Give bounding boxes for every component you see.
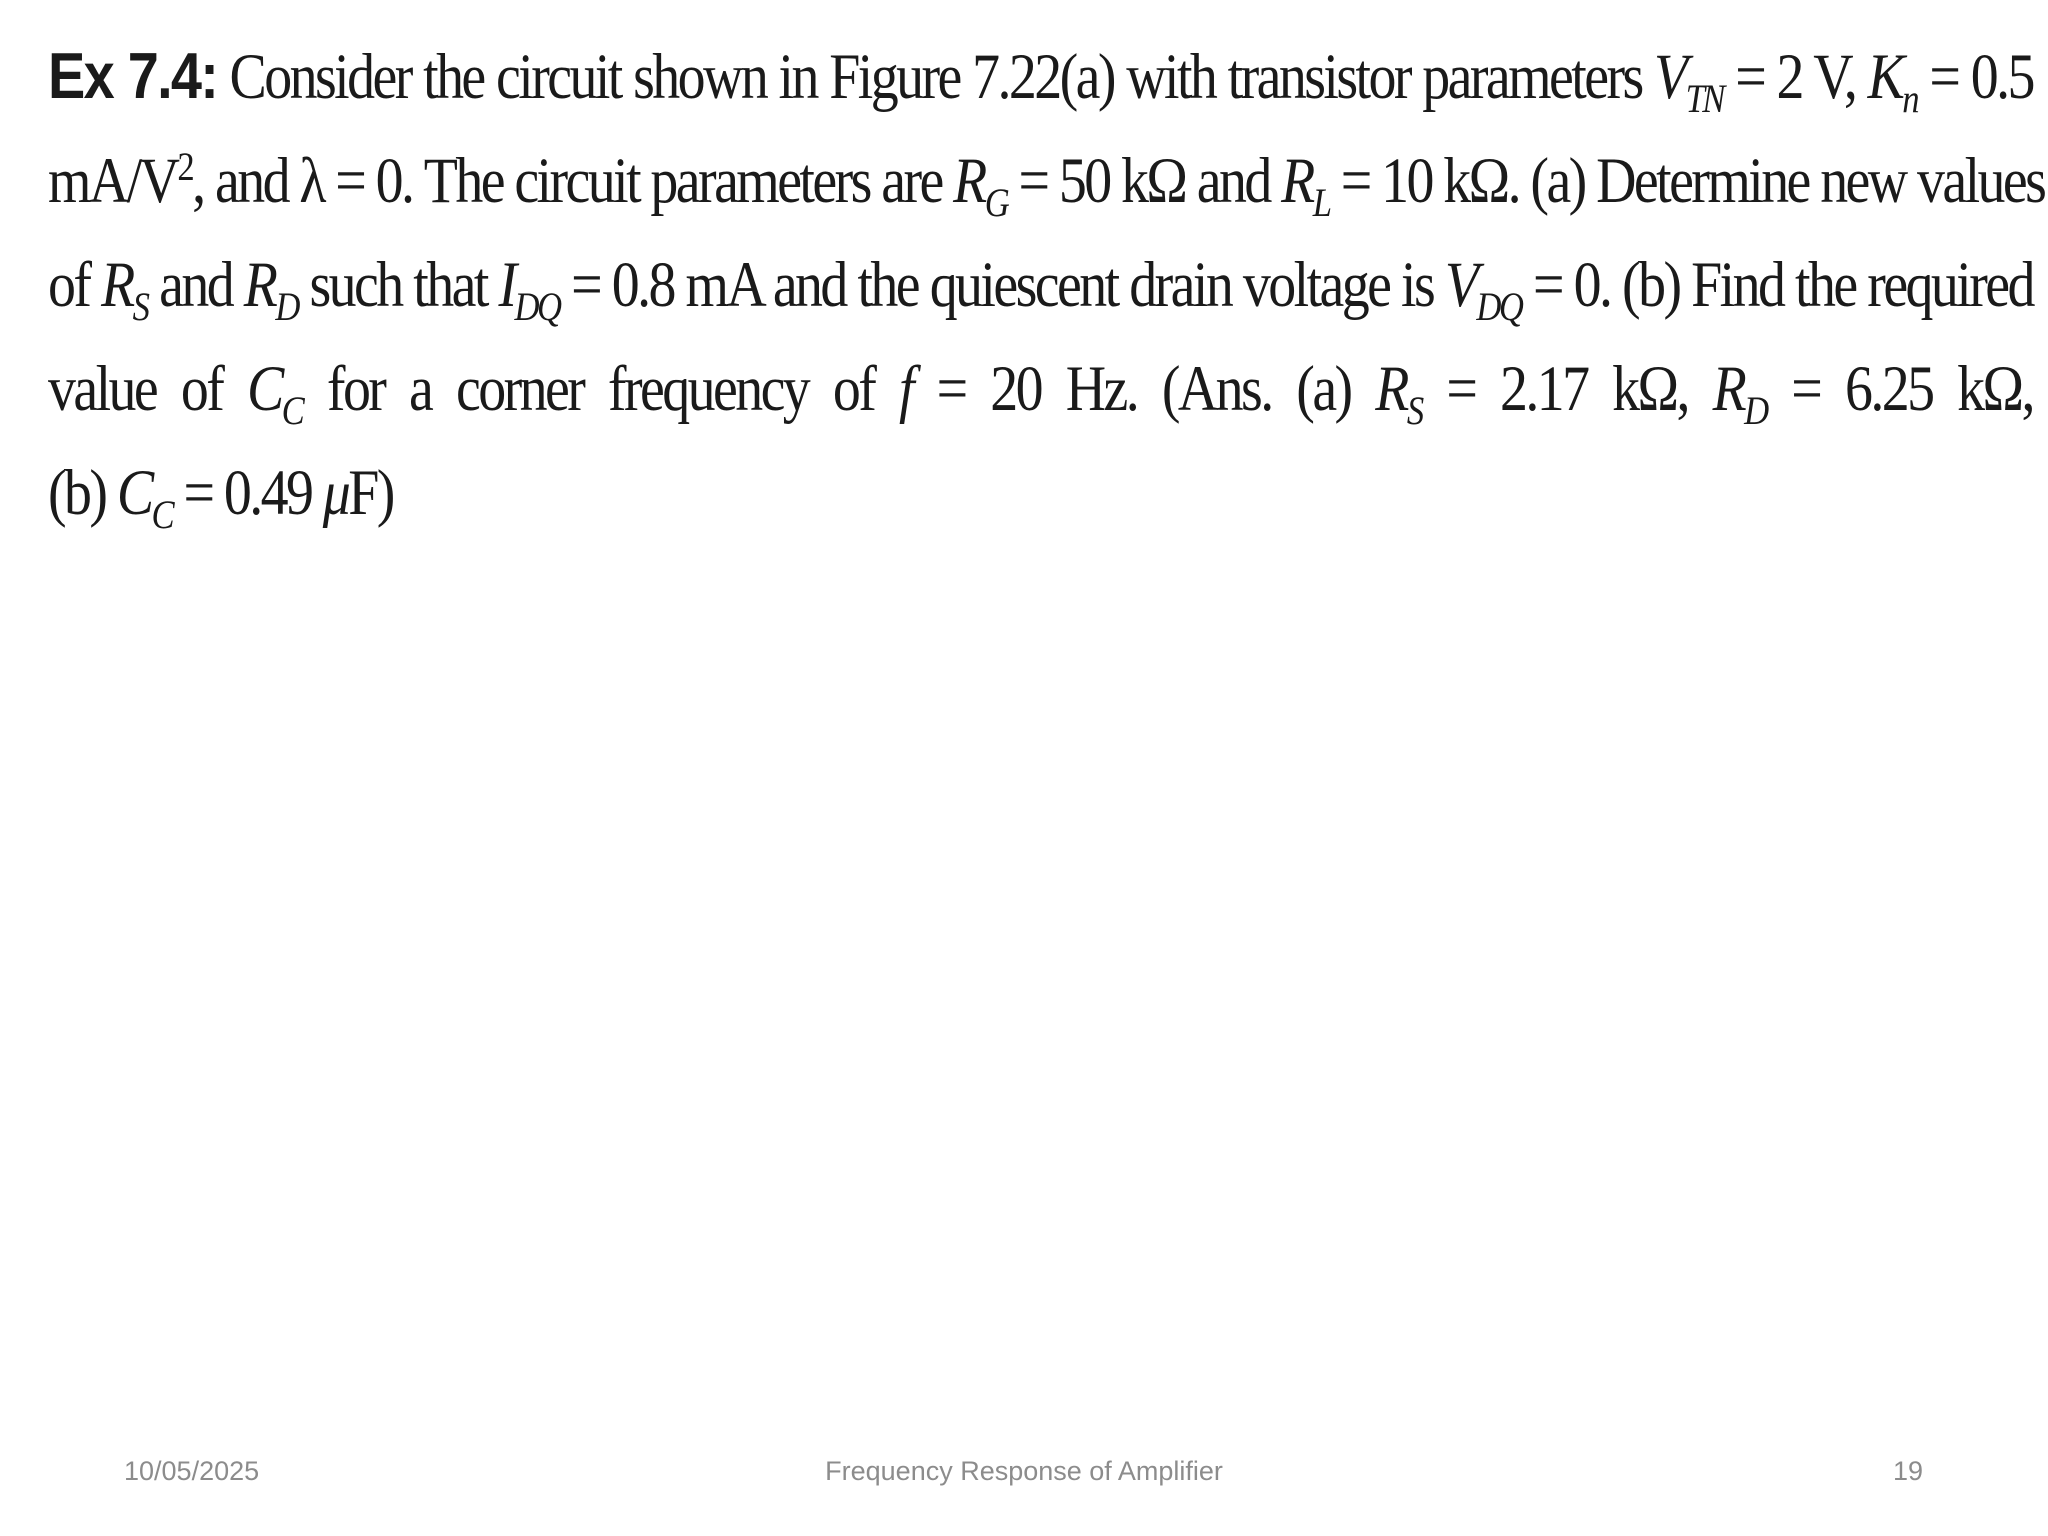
subscript-d: D — [1744, 388, 1767, 434]
slide-number: 19 — [1893, 1456, 1924, 1486]
text-segment: = 50 kΩ and — [1007, 145, 1282, 217]
symbol-k: K — [1867, 41, 1903, 113]
subscript-n: n — [1902, 76, 1918, 122]
text-segment: for a corner frequency of — [302, 353, 899, 425]
symbol-r: R — [1281, 145, 1313, 217]
symbol-r: R — [953, 145, 985, 217]
text-segment: and — [147, 249, 244, 321]
symbol-mu: μ — [322, 457, 349, 529]
text-segment: Consider the circuit shown in Figure 7.22(a) with transistor parameters — [229, 41, 1655, 113]
symbol-r: R — [1375, 353, 1407, 425]
text-segment: (b) — [48, 457, 117, 529]
symbol-r: R — [101, 249, 133, 321]
text-segment: = 0.8 mA and the quiescent drain voltage is — [559, 249, 1445, 321]
problem-line-3 — [48, 233, 2033, 337]
subscript-s: S — [1406, 388, 1422, 434]
problem-line-5 — [48, 441, 2033, 545]
text-segment: value of — [48, 353, 247, 425]
footer-title: Frequency Response of Amplifier — [825, 1456, 1223, 1486]
example-label: Ex 7.4: — [48, 39, 218, 112]
problem-line-2 — [48, 129, 2045, 233]
symbol-v: V — [1444, 249, 1477, 321]
text-segment: = 0.5 — [1917, 41, 2033, 113]
symbol-r: R — [243, 249, 276, 321]
subscript-dq: DQ — [514, 284, 560, 330]
symbol-i: I — [498, 249, 515, 321]
subscript-dq: DQ — [1476, 284, 1522, 330]
problem-line-4 — [48, 337, 2033, 441]
text-segment: = 10 kΩ. (a) Determine new values — [1329, 145, 2045, 217]
subscript-c: C — [281, 388, 303, 434]
subscript-c: C — [151, 492, 173, 538]
subscript-s: S — [132, 284, 148, 330]
text-segment: = 2.17 kΩ, — [1421, 353, 1713, 425]
symbol-r: R — [1712, 353, 1745, 425]
superscript-2: 2 — [177, 143, 193, 189]
problem-statement — [48, 24, 2045, 545]
text-segment: of — [48, 249, 102, 321]
symbol-c: C — [116, 457, 152, 529]
problem-line-1 — [48, 24, 2033, 129]
text-segment: = 2 V, — [1722, 41, 1868, 113]
text-segment: = 20 Hz. (Ans. (a) — [911, 353, 1376, 425]
text-segment: , and λ = 0. The circuit parameters are — [192, 145, 954, 217]
subscript-g: G — [984, 180, 1008, 226]
footer-date: 10/05/2025 — [124, 1456, 260, 1486]
text-segment: = 0.49 — [172, 457, 323, 529]
subscript-tn: TN — [1685, 76, 1723, 122]
text-segment: = 0. (b) Find the required — [1521, 249, 2033, 321]
text-segment: mA/V — [48, 145, 178, 217]
subscript-d: D — [275, 284, 298, 330]
text-segment: F) — [348, 457, 393, 529]
symbol-f: f — [898, 353, 912, 425]
text-segment: = 6.25 kΩ, — [1766, 353, 2033, 425]
symbol-v: V — [1654, 41, 1686, 113]
symbol-c: C — [246, 353, 282, 425]
text-segment: such that — [297, 249, 499, 321]
subscript-l: L — [1312, 180, 1330, 226]
